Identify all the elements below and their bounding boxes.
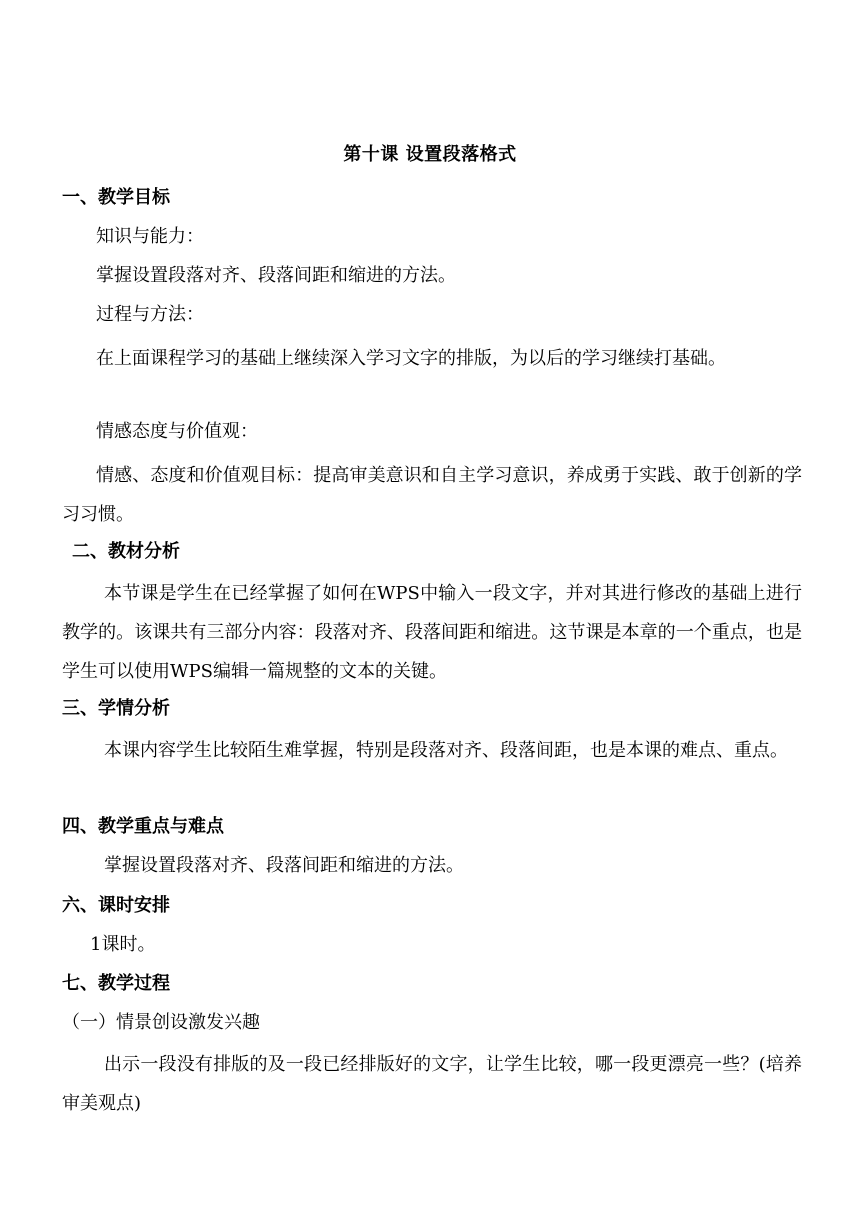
section-heading-key-points: 四、教学重点与难点 [62,816,224,837]
section-heading-students: 三、学情分析 [62,698,170,719]
schedule-text: 1课时。 [90,934,156,955]
subsection-heading-scenario: （一）情景创设激发兴趣 [62,1012,260,1033]
section-heading-process: 七、教学过程 [62,973,170,994]
scenario-text: 出示一段没有排版的及一段已经排版好的文字，让学生比较，哪一段更漂亮一些？(培养审美观点) [62,1054,802,1114]
knowledge-text: 掌握设置段落对齐、段落间距和缩进的方法。 [96,265,456,286]
section-heading-material: 二、教材分析 [72,541,180,562]
emotion-text: 情感、态度和价值观目标：提高审美意识和自主学习意识，养成勇于实践、敢于创新的学习习惯。 [62,465,802,525]
material-text: 本节课是学生在已经掌握了如何在WPS中输入一段文字，并对其进行修改的基础上进行教学的。该课共有三部分内容：段落对齐、段落间距和缩进。这节课是本章的一个重点，也是学生可以使用WPS编辑一篇规整的文本的关键。 [62,583,802,682]
document-title: 第十课 设置段落格式 [343,144,517,165]
knowledge-label: 知识与能力： [96,226,204,247]
key-points-text: 掌握设置段落对齐、段落间距和缩进的方法。 [104,855,464,876]
section-heading-objectives: 一、教学目标 [62,187,170,208]
process-text: 在上面课程学习的基础上继续深入学习文字的排版，为以后的学习继续打基础。 [96,348,726,369]
emotion-label: 情感态度与价值观： [96,421,258,442]
students-text: 本课内容学生比较陌生难掌握，特别是段落对齐、段落间距，也是本课的难点、重点。 [104,740,788,761]
process-label: 过程与方法： [96,304,204,325]
section-heading-schedule: 六、课时安排 [62,895,170,916]
